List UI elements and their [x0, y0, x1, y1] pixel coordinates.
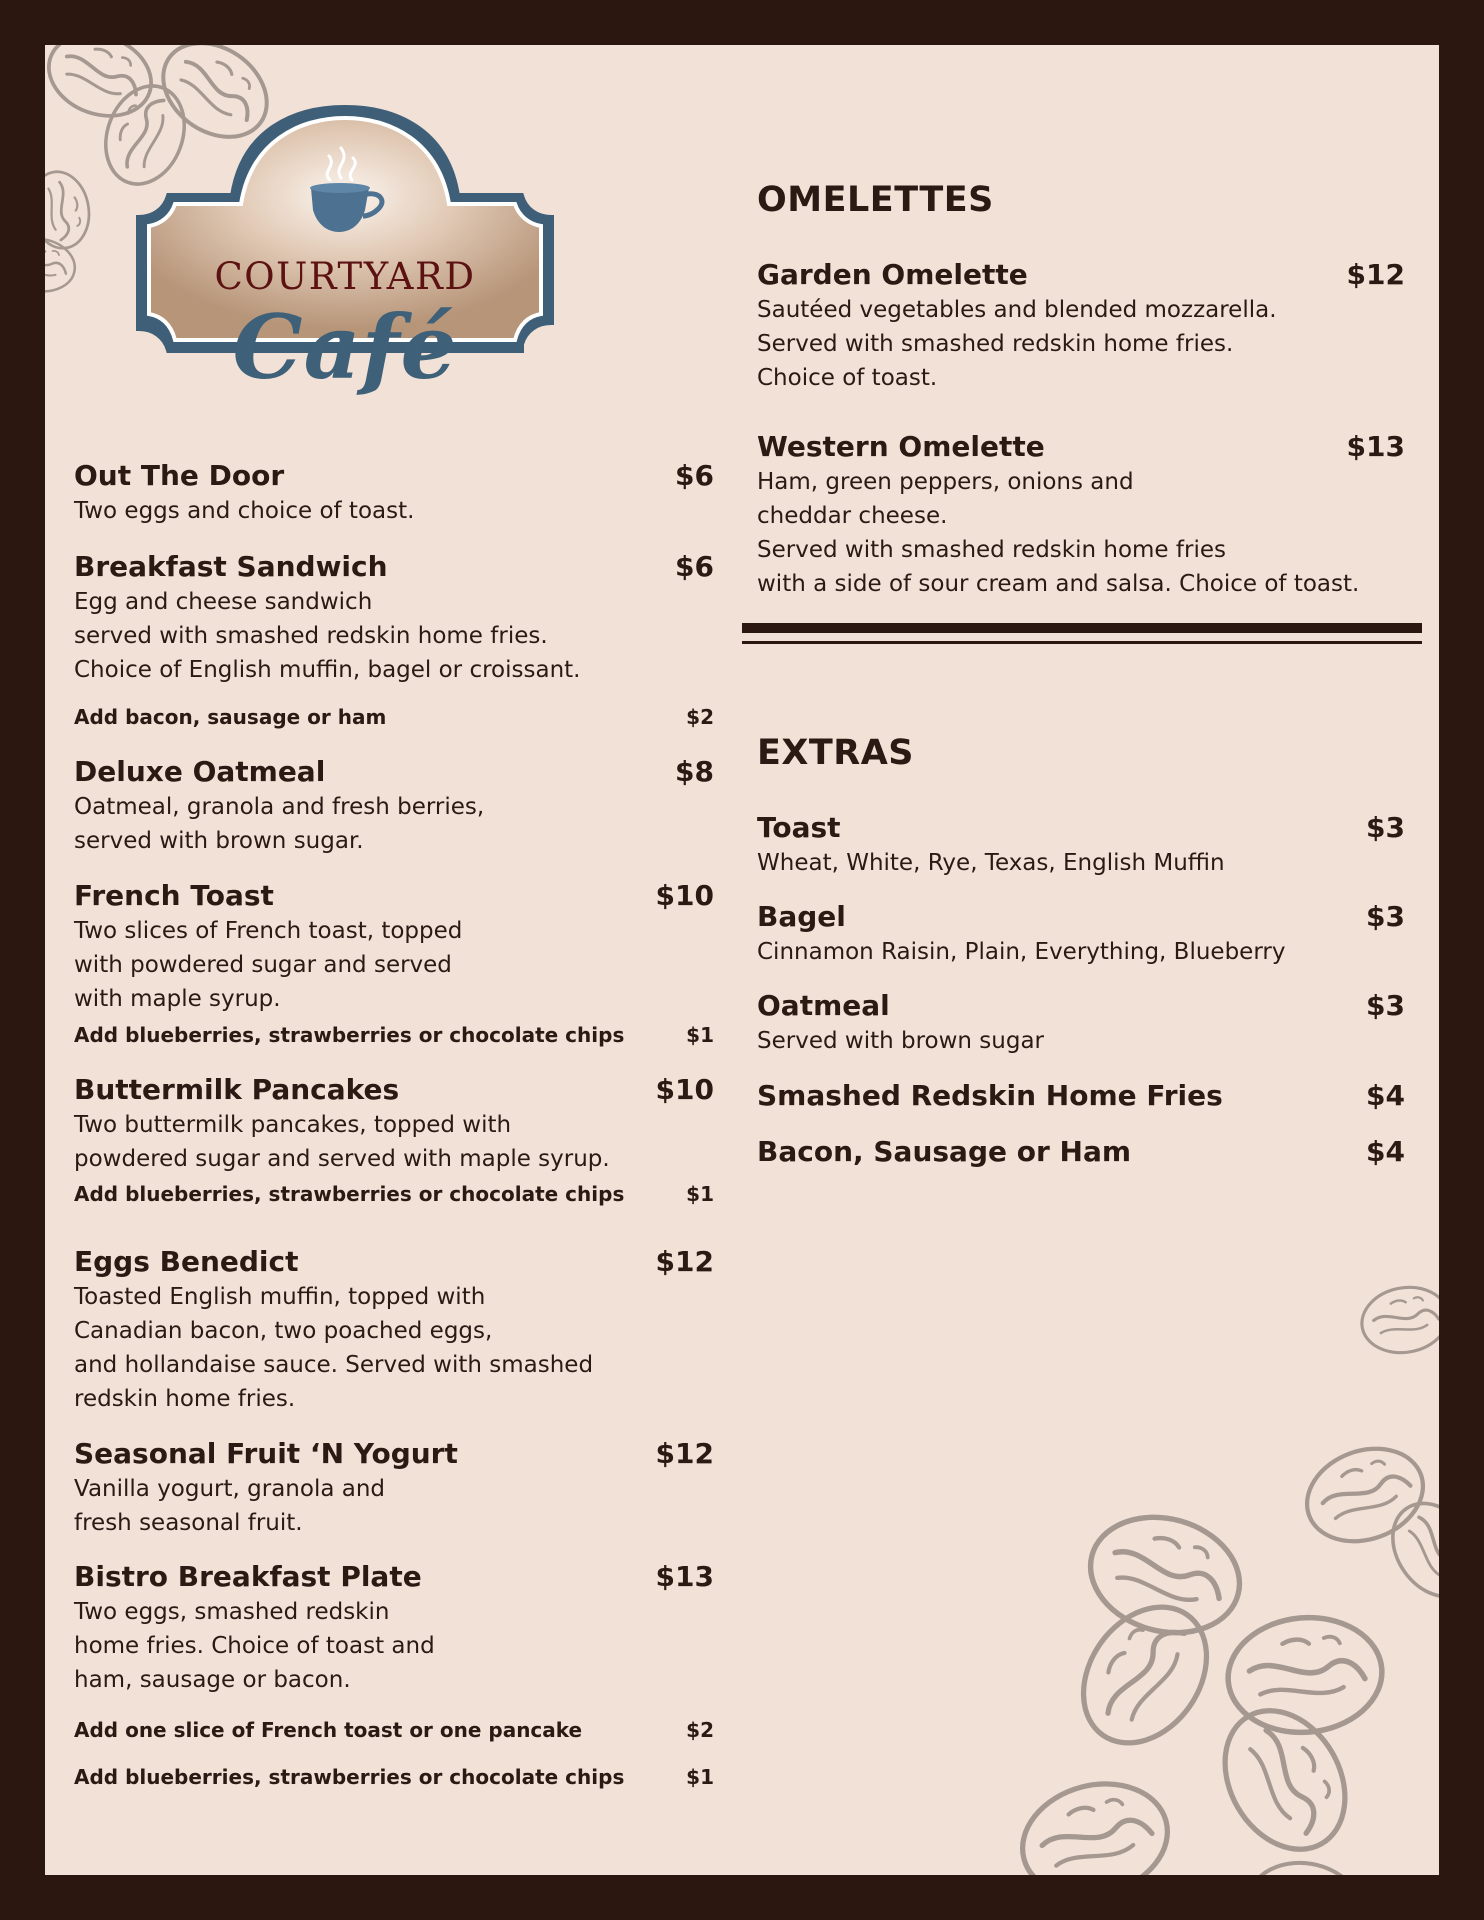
- addon-row: [74, 1765, 714, 1795]
- item-name: Toast: [757, 811, 841, 844]
- item-price: $4: [1366, 1135, 1405, 1168]
- item-name: Buttermilk Pancakes: [74, 1073, 400, 1106]
- menu-item: [757, 430, 1405, 601]
- menu-item: [757, 900, 1405, 969]
- item-name: Deluxe Oatmeal: [74, 755, 326, 788]
- addon-row: [74, 1182, 714, 1212]
- item-description: Two slices of French toast, topped with powdered sugar and served with maple syrup.: [74, 918, 463, 1012]
- menu-item: [74, 755, 714, 858]
- item-name: Bacon, Sausage or Ham: [757, 1135, 1132, 1168]
- menu-item: [757, 989, 1405, 1058]
- item-description: Sautéed vegetables and blended mozzarella. Served with smashed redskin home fries. Choice of toast.: [757, 297, 1277, 391]
- addon-name: Add bacon, sausage or ham: [74, 705, 387, 729]
- addon-price: $2: [686, 1718, 714, 1742]
- item-price: $10: [655, 1073, 714, 1106]
- menu-page: [45, 45, 1439, 1875]
- item-price: $10: [655, 879, 714, 912]
- item-name: Western Omelette: [757, 430, 1045, 463]
- menu-item: [74, 550, 714, 687]
- logo-courtyard-text: COURTYARD: [214, 255, 476, 298]
- addon-name: Add one slice of French toast or one pancake: [74, 1718, 583, 1742]
- addon-price: $2: [686, 705, 714, 729]
- item-price: $12: [655, 1437, 714, 1470]
- item-price: $6: [675, 459, 714, 492]
- menu-item: [74, 1437, 714, 1540]
- menu-item: [757, 811, 1405, 880]
- addon-price: $1: [686, 1023, 714, 1047]
- item-name: Eggs Benedict: [74, 1245, 299, 1278]
- item-name: Garden Omelette: [757, 258, 1028, 291]
- item-name: Oatmeal: [757, 989, 890, 1022]
- item-description: Vanilla yogurt, granola and fresh seasonal fruit.: [74, 1476, 386, 1536]
- item-name: Bagel: [757, 900, 846, 933]
- cafe-logo: [125, 100, 565, 400]
- addon-price: $1: [686, 1765, 714, 1789]
- logo-cafe-text: Café: [232, 295, 458, 399]
- item-name: Bistro Breakfast Plate: [74, 1560, 422, 1593]
- addon-row: [74, 1023, 714, 1053]
- item-description: Two eggs and choice of toast.: [74, 498, 415, 524]
- section-divider: [742, 623, 1422, 633]
- item-name: Breakfast Sandwich: [74, 550, 388, 583]
- item-description: Served with brown sugar: [757, 1028, 1045, 1054]
- section-title-omelettes: OMELETTES: [757, 180, 994, 220]
- section-title-extras: EXTRAS: [757, 733, 915, 773]
- item-name: French Toast: [74, 879, 274, 912]
- addon-row: [74, 1718, 714, 1748]
- item-price: $3: [1366, 900, 1405, 933]
- item-name: Smashed Redskin Home Fries: [757, 1079, 1223, 1112]
- menu-item: [757, 1135, 1405, 1169]
- menu-item: [757, 258, 1405, 395]
- item-description: Oatmeal, granola and fresh berries, served with brown sugar.: [74, 794, 485, 854]
- item-price: $12: [655, 1245, 714, 1278]
- item-price: $12: [1346, 258, 1405, 291]
- item-name: Out The Door: [74, 459, 285, 492]
- addon-price: $1: [686, 1182, 714, 1206]
- menu-item: [74, 879, 714, 1016]
- item-description: Two buttermilk pancakes, topped with powdered sugar and served with maple syrup.: [74, 1112, 610, 1172]
- item-description: Toasted English muffin, topped with Canadian bacon, two poached eggs, and hollandaise sauce. Served with smashed redskin home fries.: [74, 1284, 594, 1412]
- menu-item: [74, 1245, 714, 1416]
- item-description: Cinnamon Raisin, Plain, Everything, Blueberry: [757, 939, 1286, 965]
- item-price: $3: [1366, 811, 1405, 844]
- item-name: Seasonal Fruit ‘N Yogurt: [74, 1437, 458, 1470]
- menu-item: [74, 1073, 714, 1176]
- item-price: $6: [675, 550, 714, 583]
- item-description: Ham, green peppers, onions and cheddar cheese. Served with smashed redskin home fries with a side of sour cream and salsa. Choice of toast.: [757, 469, 1360, 597]
- menu-item: [74, 459, 714, 528]
- item-price: $13: [1346, 430, 1405, 463]
- addon-name: Add blueberries, strawberries or chocolate chips: [74, 1023, 625, 1047]
- addon-name: Add blueberries, strawberries or chocolate chips: [74, 1182, 625, 1206]
- item-price: $3: [1366, 989, 1405, 1022]
- item-price: $13: [655, 1560, 714, 1593]
- addon-row: [74, 705, 714, 735]
- item-description: Two eggs, smashed redskin home fries. Choice of toast and ham, sausage or bacon.: [74, 1599, 435, 1693]
- section-divider: [742, 641, 1422, 644]
- item-description: Egg and cheese sandwich served with smashed redskin home fries. Choice of English muffin, bagel or croissant.: [74, 589, 581, 683]
- item-description: Wheat, White, Rye, Texas, English Muffin: [757, 850, 1225, 876]
- menu-item: [74, 1560, 714, 1697]
- item-price: $4: [1366, 1079, 1405, 1112]
- menu-item: [757, 1079, 1405, 1113]
- item-price: $8: [675, 755, 714, 788]
- addon-name: Add blueberries, strawberries or chocolate chips: [74, 1765, 625, 1789]
